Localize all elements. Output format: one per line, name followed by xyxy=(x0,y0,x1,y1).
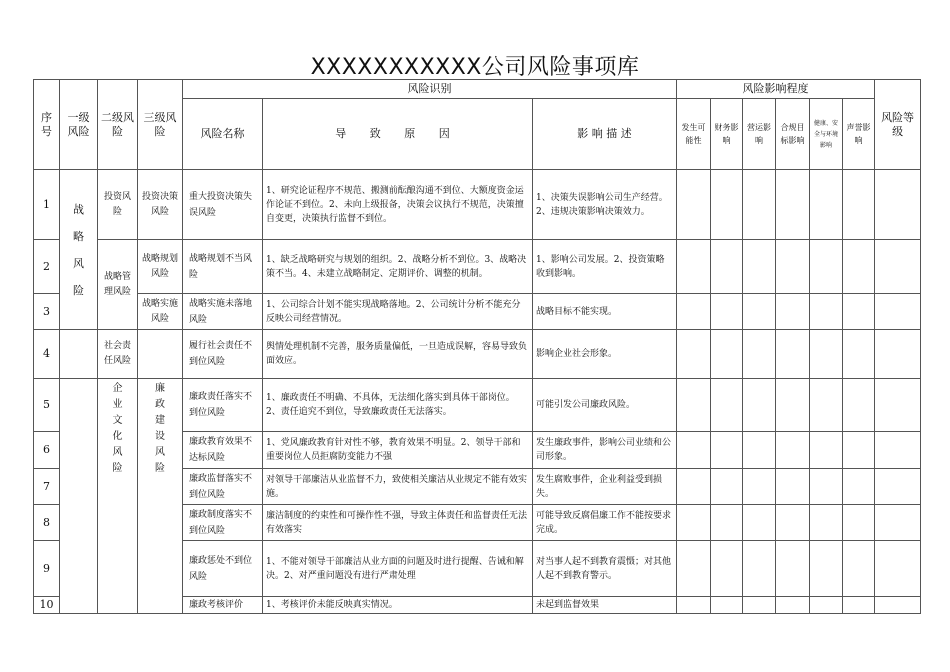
score-cell xyxy=(743,330,776,379)
score-cell xyxy=(810,170,843,240)
score-cell xyxy=(743,170,776,240)
score-cell xyxy=(776,541,810,597)
risk-name-cell: 履行社会责任不到位风险 xyxy=(183,330,263,379)
header-compliance: 合规目标影响 xyxy=(776,99,810,170)
risk-level-cell xyxy=(875,379,921,432)
risk-name-cell: 重大投资决策失误风险 xyxy=(183,170,263,240)
risk-register-table xyxy=(33,79,921,614)
risk-level-cell xyxy=(875,240,921,294)
risk-name-cell: 廉政制度落实不到位风险 xyxy=(183,505,263,541)
cause-cell: 舆情处理机制不完善，服务质量偏低，一旦造成误解，容易导致负面效应。 xyxy=(263,330,533,379)
score-cell xyxy=(776,330,810,379)
score-cell xyxy=(843,505,875,541)
score-cell xyxy=(743,469,776,505)
impact-cell: 可能导致反腐倡廉工作不能按要求完成。 xyxy=(533,505,677,541)
risk-name-cell: 战略实施未落地风险 xyxy=(183,294,263,330)
cause-cell: 廉洁制度的约束性和可操作性不强，导致主体责任和监督责任无法有效落实 xyxy=(263,505,533,541)
impact-cell: 可能引发公司廉政风险。 xyxy=(533,379,677,432)
header-risk-name: 风险名称 xyxy=(183,99,263,170)
cause-cell: 1、公司综合计划不能实现战略落地。2、公司统计分析不能充分反映公司经营情况。 xyxy=(263,294,533,330)
level1-cell: 战略风险 xyxy=(60,170,98,330)
risk-level-cell xyxy=(875,294,921,330)
score-cell xyxy=(711,379,743,432)
score-cell xyxy=(843,541,875,597)
score-cell xyxy=(810,597,843,614)
level3-cell: 廉政建设风险 xyxy=(138,379,183,614)
score-cell xyxy=(711,432,743,469)
page-title: XXXXXXXXXXX公司风险事项库 xyxy=(310,55,640,80)
seq-cell: 7 xyxy=(34,469,60,505)
risk-name-cell: 廉政惩处不到位风险 xyxy=(183,541,263,597)
header-operation: 营运影响 xyxy=(743,99,776,170)
cause-cell: 1、考核评价未能反映真实情况。 xyxy=(263,597,533,614)
score-cell xyxy=(711,170,743,240)
seq-cell: 4 xyxy=(34,330,60,379)
score-cell xyxy=(810,505,843,541)
header-hse: 健康、安全与环境影响 xyxy=(810,99,843,170)
score-cell xyxy=(677,240,711,294)
score-cell xyxy=(711,505,743,541)
level3-cell: 战略实施风险 xyxy=(138,294,183,330)
risk-name-cell: 廉政教育效果不达标风险 xyxy=(183,432,263,469)
score-cell xyxy=(743,294,776,330)
score-cell xyxy=(711,330,743,379)
level2-cell: 社会责任风险 xyxy=(98,330,138,379)
cause-cell: 1、不能对领导干部廉洁从业方面的问题及时进行提醒、告诫和解决。2、对严重问题没有进行严肃处理 xyxy=(263,541,533,597)
seq-cell: 8 xyxy=(34,505,60,541)
score-cell xyxy=(776,294,810,330)
level2-cell: 战略管理风险 xyxy=(98,240,138,330)
impact-cell: 对当事人起不到教育震慑；对其他人起不到教育警示。 xyxy=(533,541,677,597)
header-level1: 一级风险 xyxy=(60,80,98,170)
level3-empty-cell xyxy=(138,330,183,379)
score-cell xyxy=(776,597,810,614)
impact-cell: 1、影响公司发展。2、投资策略收到影响。 xyxy=(533,240,677,294)
score-cell xyxy=(711,294,743,330)
score-cell xyxy=(776,432,810,469)
header-level3: 三级风险 xyxy=(138,80,183,170)
score-cell xyxy=(711,541,743,597)
score-cell xyxy=(677,432,711,469)
header-seq: 序号 xyxy=(34,80,60,170)
score-cell xyxy=(677,379,711,432)
score-cell xyxy=(677,294,711,330)
level1-empty-cell xyxy=(60,379,98,614)
level3-cell: 投资决策风险 xyxy=(138,170,183,240)
score-cell xyxy=(677,469,711,505)
score-cell xyxy=(677,505,711,541)
score-cell xyxy=(743,240,776,294)
score-cell xyxy=(711,469,743,505)
impact-cell: 1、决策失误影响公司生产经营。2、违规决策影响决策效力。 xyxy=(533,170,677,240)
score-cell xyxy=(711,240,743,294)
risk-level-cell xyxy=(875,597,921,614)
header-level2: 二级风险 xyxy=(98,80,138,170)
impact-cell: 发生廉政事件，影响公司业绩和公司形象。 xyxy=(533,432,677,469)
risk-name-cell: 廉政监督落实不到位风险 xyxy=(183,469,263,505)
table-row xyxy=(34,330,921,379)
score-cell xyxy=(810,330,843,379)
header-risk-identification: 风险识别 xyxy=(183,80,677,99)
score-cell xyxy=(743,505,776,541)
score-cell xyxy=(810,294,843,330)
risk-level-cell xyxy=(875,541,921,597)
cause-cell: 1、缺乏战略研究与规划的组织。2、战略分析不到位。3、战略决策不当。4、未建立战略制定、定期评价、调整的机制。 xyxy=(263,240,533,294)
risk-name-cell: 廉政考核评价 xyxy=(183,597,263,614)
risk-name-cell: 廉政责任落实不到位风险 xyxy=(183,379,263,432)
score-cell xyxy=(743,379,776,432)
level1-empty-cell xyxy=(60,330,98,379)
table-row xyxy=(34,170,921,240)
score-cell xyxy=(843,379,875,432)
score-cell xyxy=(776,469,810,505)
risk-level-cell xyxy=(875,330,921,379)
score-cell xyxy=(677,541,711,597)
level2-cell: 企业文化风险 xyxy=(98,379,138,614)
score-cell xyxy=(776,240,810,294)
score-cell xyxy=(677,597,711,614)
seq-cell: 6 xyxy=(34,432,60,469)
header-finance: 财务影响 xyxy=(711,99,743,170)
score-cell xyxy=(843,330,875,379)
header-impact-desc: 影 响 描 述 xyxy=(533,99,677,170)
header-risk-level: 风险等级 xyxy=(875,80,921,170)
score-cell xyxy=(810,541,843,597)
score-cell xyxy=(843,432,875,469)
risk-level-cell xyxy=(875,432,921,469)
score-cell xyxy=(810,240,843,294)
impact-cell: 发生腐败事件，企业利益受到损失。 xyxy=(533,469,677,505)
table-row xyxy=(34,379,921,432)
score-cell xyxy=(711,597,743,614)
impact-cell: 战略目标不能实现。 xyxy=(533,294,677,330)
score-cell xyxy=(843,240,875,294)
seq-cell: 5 xyxy=(34,379,60,432)
impact-cell: 未起到监督效果 xyxy=(533,597,677,614)
score-cell xyxy=(843,294,875,330)
score-cell xyxy=(843,170,875,240)
score-cell xyxy=(810,379,843,432)
header-cause: 导 致 原 因 xyxy=(263,99,533,170)
score-cell xyxy=(743,597,776,614)
score-cell xyxy=(843,597,875,614)
table-row xyxy=(34,294,921,330)
score-cell xyxy=(810,432,843,469)
risk-name-cell: 战略规划不当风险 xyxy=(183,240,263,294)
impact-cell: 影响企业社会形象。 xyxy=(533,330,677,379)
cause-cell: 1、党风廉政教育针对性不够，教育效果不明显。2、领导干部和重要岗位人员拒腐防变能力不强 xyxy=(263,432,533,469)
score-cell xyxy=(743,541,776,597)
score-cell xyxy=(776,505,810,541)
header-reputation: 声誉影响 xyxy=(843,99,875,170)
score-cell xyxy=(776,170,810,240)
risk-level-cell xyxy=(875,170,921,240)
seq-cell: 9 xyxy=(34,541,60,597)
header-row-1 xyxy=(34,80,921,99)
header-impact-degree: 风险影响程度 xyxy=(677,80,875,99)
cause-cell: 1、廉政责任不明确、不具体，无法细化落实到具体干部岗位。2、责任追究不到位，导致廉政责任无法落实。 xyxy=(263,379,533,432)
score-cell xyxy=(843,469,875,505)
seq-cell: 1 xyxy=(34,170,60,240)
header-likelihood: 发生可能性 xyxy=(677,99,711,170)
score-cell xyxy=(677,170,711,240)
risk-level-cell xyxy=(875,505,921,541)
seq-cell: 2 xyxy=(34,240,60,294)
risk-level-cell xyxy=(875,469,921,505)
table-row xyxy=(34,240,921,294)
score-cell xyxy=(810,469,843,505)
seq-cell: 10 xyxy=(34,597,60,614)
level3-cell: 战略规划风险 xyxy=(138,240,183,294)
score-cell xyxy=(677,330,711,379)
score-cell xyxy=(776,379,810,432)
level2-cell: 投资风险 xyxy=(98,170,138,240)
cause-cell: 对领导干部廉洁从业监督不力，致使相关廉洁从业规定不能有效实施。 xyxy=(263,469,533,505)
seq-cell: 3 xyxy=(34,294,60,330)
score-cell xyxy=(743,432,776,469)
cause-cell: 1、研究论证程序不规范、搬测前酝酿沟通不到位、大额度资金运作论证不到位。2、未向上级报备，决策会议执行不规范，决策擅自变更，决策执行监督不到位。 xyxy=(263,170,533,240)
